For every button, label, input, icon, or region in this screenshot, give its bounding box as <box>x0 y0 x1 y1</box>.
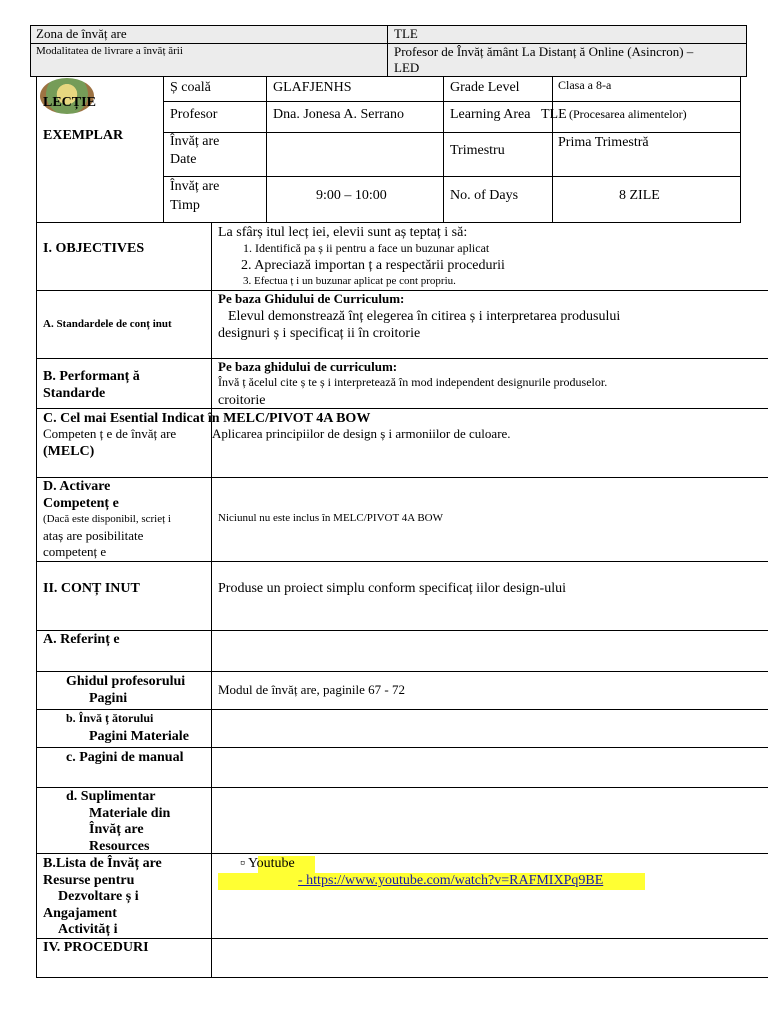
timp-value: 9:00 – 10:00 <box>316 188 387 203</box>
modalitatea-value-cont: LED <box>394 60 420 75</box>
melc-value: Aplicarea principiilor de design ș i armoniilor de culoare. <box>212 426 511 441</box>
resources-list-label-3: Dezvoltare ș i <box>58 889 139 904</box>
info-row-3 <box>163 176 741 177</box>
row-line-6 <box>36 630 768 631</box>
zona-value: TLE <box>394 26 418 41</box>
performance-head: Pe baza ghidului de curriculum: <box>218 359 398 374</box>
teacher-guide-label-1: Ghidul profesorului <box>66 674 186 689</box>
youtube-link-row <box>298 873 603 888</box>
performance-line1: Învă ț ăcelul cite ș te ș i interpretează în mod independent designurile produselor. <box>218 375 608 389</box>
days-label: No. of Days <box>450 188 519 203</box>
date-label-1: Învăț are <box>170 134 220 149</box>
row-line-2 <box>36 358 768 359</box>
row-line-5 <box>36 561 768 562</box>
content-standards-line1: Elevul demonstrează înț elegerea în citirea ș i interpretarea produsului <box>228 309 621 324</box>
melc-label-1: C. Cel mai Esential Indicat în MELC/PIVOT 4A BOW <box>43 411 371 426</box>
objectives-intro: La sfârș itul lecț iei, elevii sunt aș teptaț i să: <box>218 225 468 240</box>
timp-label-1: Învăț are <box>170 179 220 194</box>
resources-list-label-1: B.Lista de Învăț are <box>43 856 162 871</box>
profesor-label: Profesor <box>170 107 218 122</box>
content-standards-line2: designuri ș i specificaț ii în croitorie <box>218 326 421 341</box>
supplementary-label-1: d. Suplimentar <box>66 789 156 804</box>
melc-label-3: (MELC) <box>43 444 95 459</box>
activation-label-1: D. Activare <box>43 479 111 494</box>
area-value-a: TLE <box>541 107 567 122</box>
row-line-8 <box>36 709 768 710</box>
info-col-2 <box>266 77 267 223</box>
learner-materials-label-2: Pagini Materiale <box>89 729 189 744</box>
resources-list-label-5: Activităț i <box>58 922 118 937</box>
lectie-title: LECȚIE <box>43 95 96 110</box>
row-line-3 <box>36 408 768 409</box>
objectives-label: I. OBJECTIVES <box>43 241 145 256</box>
youtube-label <box>240 856 295 871</box>
performance-label-2: Standarde <box>43 386 106 401</box>
activation-value: Niciunul nu este inclus în MELC/PIVOT 4A BOW <box>218 512 443 524</box>
youtube-link[interactable]: - https://www.youtube.com/watch?v=RAFMIXPq9BE <box>298 873 604 888</box>
supplementary-label-3: Învăț are <box>89 822 144 837</box>
grade-value: Clasa a 8-a <box>558 78 612 92</box>
continut-label: II. CONȚ INUT <box>43 581 140 596</box>
activation-label-2: Competenț e <box>43 496 119 511</box>
row-line-4 <box>36 477 768 478</box>
trimestru-value: Prima Trimestră <box>558 135 649 150</box>
content-standards-label: A. Standardele de conț inut <box>43 318 172 330</box>
info-col-1 <box>163 77 164 223</box>
activation-label-3: (Dacă este disponibil, scrieț i <box>43 513 171 525</box>
objective-item-1: 1. Identifică pa ș ii pentru a face un buzunar aplicat <box>243 241 490 255</box>
area-label: Learning Area <box>450 107 531 122</box>
content-standards-head: Pe baza Ghidului de Curriculum: <box>218 291 405 306</box>
resources-list-label-2: Resurse pentru <box>43 873 135 888</box>
grade-label: Grade Level <box>450 80 520 95</box>
info-col-3 <box>443 77 444 223</box>
row-line-10 <box>36 787 768 788</box>
days-value: 8 ZILE <box>619 188 660 203</box>
bullet-icon: ▫ <box>240 856 245 871</box>
objective-item-2: 2. Apreciază importan ț a respectării procedurii <box>241 258 505 273</box>
profesor-value: Dna. Jonesa A. Serrano <box>273 107 405 122</box>
supplementary-label-2: Materiale din <box>89 806 171 821</box>
youtube-text: Youtube <box>244 856 295 871</box>
date-label-2: Date <box>170 152 197 167</box>
textbook-label: c. Pagini de manual <box>66 750 184 765</box>
main-col-divider <box>211 223 212 978</box>
row-line-7 <box>36 671 768 672</box>
scoala-value: GLAFJENHS <box>273 80 352 95</box>
row-line-12 <box>36 938 768 939</box>
area-value-b: (Procesarea alimentelor) <box>569 107 687 121</box>
header-col-divider <box>387 25 388 77</box>
zona-label: Zona de învăț are <box>36 26 127 41</box>
resources-list-label-4: Angajament <box>43 906 117 921</box>
performance-line2: croitorie <box>218 393 266 408</box>
activation-label-5: competenț e <box>43 544 107 559</box>
exemplar-title: EXEMPLAR <box>43 128 124 143</box>
performance-label-1: B. Performanț ă <box>43 369 140 384</box>
objective-item-3: 3. Efectua ț i un buzunar aplicat pe cont propriu. <box>243 275 456 287</box>
scoala-label: Ș coală <box>170 80 211 95</box>
melc-label-2: Competen ț e de învăț are <box>43 426 177 441</box>
info-col-4 <box>552 77 553 223</box>
timp-label-2: Timp <box>170 198 200 213</box>
row-line-9 <box>36 747 768 748</box>
info-row-2 <box>163 132 741 133</box>
modalitatea-value: Profesor de Învăț ământ La Distanț ă Online (Asincron) – <box>394 44 694 59</box>
supplementary-label-4: Resources <box>89 839 150 854</box>
info-row-1 <box>163 101 741 102</box>
teacher-guide-label-2: Pagini <box>89 691 128 706</box>
modalitatea-label: Modalitatea de livrare a învăț ării <box>36 45 183 57</box>
continut-value: Produse un proiect simplu conform specificaț iilor design-ului <box>218 581 566 596</box>
learner-materials-label-1: b. Învă ț ătorului <box>66 711 154 725</box>
references-label: A. Referinț e <box>43 632 120 647</box>
activation-label-4: ataș are posibilitate <box>43 528 144 543</box>
procedures-label: IV. PROCEDURI <box>43 940 149 955</box>
teacher-guide-value: Modul de învăț are, paginile 67 - 72 <box>218 682 406 697</box>
trimestru-label: Trimestru <box>450 143 505 158</box>
